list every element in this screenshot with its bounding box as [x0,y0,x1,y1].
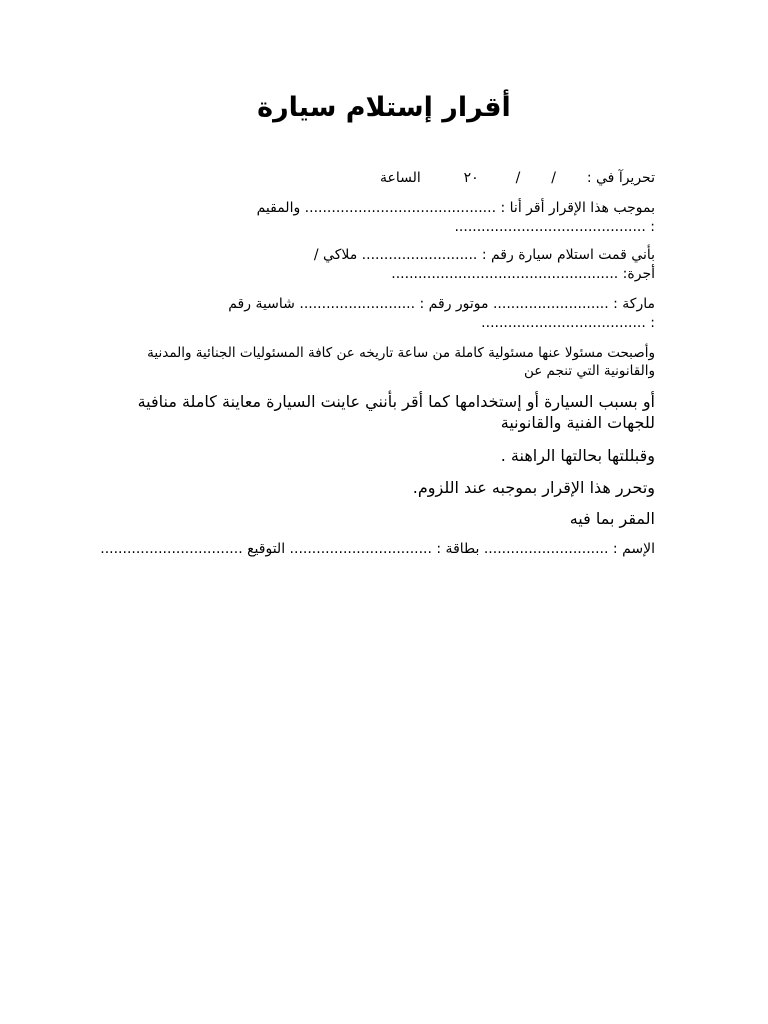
document-title: أقرار إستلام سيارة [257,92,511,123]
time-label: الساعة [379,170,421,186]
declarant-line: بموجب هذا الإقرار أقر أنا : ........................................... والمقيم [256,200,655,216]
date-separator: / [551,170,556,186]
signature-line: الإسم : ............................ بطاقة : ................................ التوقيع ................................ [100,541,655,557]
responsibility-paragraph: وأصبحت مسئولا عنها مسئولية كاملة من ساعة تاريخه عن كافة المسئوليات الجنائية والمدنية والقانونية التي تنجم عن [147,345,655,379]
car-make-line-continued: : ..................................... [481,315,655,331]
car-number-line: بأني قمت استلام سيارة رقم : .......................... ملاكي / [313,247,655,263]
date-separator: / [515,170,521,186]
declarant-line-continued: : ........................................... [454,219,655,235]
date-line [110,169,655,188]
car-make-line: ماركة : .......................... موتور رقم : .......................... شاسية رقم [228,296,655,312]
car-number-line-continued: أجرة: ................................................... [391,266,655,282]
inspection-paragraph: أو بسبب السيارة أو إستخدامها كما أقر بأنني عاينت السيارة معاينة كاملة منافية للجهات الفنية والقانونية [137,392,655,432]
written-declaration-line: وتحرر هذا الإقرار بموجبه عند اللزوم. [412,478,655,497]
accepted-condition-line: وقبللتها بحالتها الراهنة . [500,446,655,465]
acknowledger-line: المقر بما فيه [569,509,655,528]
date-year: ٢٠ [463,170,479,186]
date-label: تحريرآ في : [586,170,655,186]
